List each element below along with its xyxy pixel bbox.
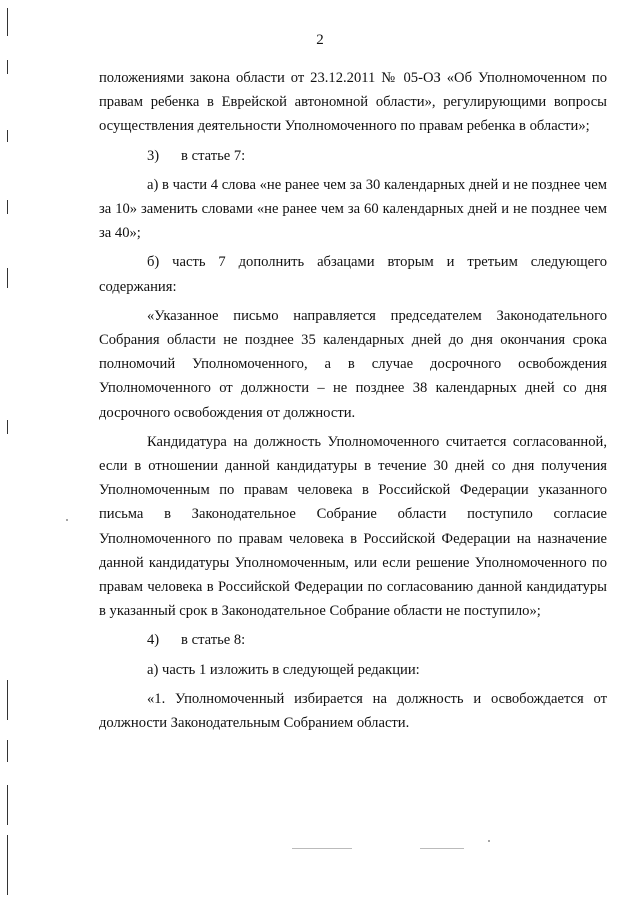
scan-margin-mark — [7, 200, 8, 214]
scan-margin-mark — [7, 268, 8, 288]
scan-margin-mark — [7, 680, 8, 720]
scan-margin-mark — [7, 740, 8, 762]
scan-bottom-line — [420, 848, 464, 849]
paragraph: а) часть 1 изложить в следующей редакции: — [147, 661, 420, 678]
scan-margin-mark — [7, 835, 8, 895]
paragraph: а) в части 4 слова «не ранее чем за 30 календарных дней и не позднее чем за 10» заменить словами «не ранее чем за 60 календарных дней и не позднее чем за 40»; — [99, 176, 607, 242]
paragraph: Кандидатура на должность Уполномоченного считается согласованной, если в отношении данной кандидатуры в течение 30 дней со дня получения Уполномоченным по правам человека в Российской Федерации указанного письма в Законодательное Собрание области поступило согласие Уполномоченного по правам человека в Российской Федерации на назначение данной кандидатуры Уполномоченным, или если решение Уполномоченного по правам человека в Российской Федерации по согласованию данной кандидатуры в указанный срок в Законодательное Собрание области не поступило»; — [99, 433, 607, 620]
page-number: 2 — [316, 32, 324, 48]
paragraph: положениями закона области от 23.12.2011 № 05-ОЗ «Об Уполномоченном по правам ребенка в Еврейской автономной области», регулирующими вопросы осуществления деятельности Уполномоченного по правам ребенка в области»; — [99, 70, 607, 135]
scan-speck — [66, 519, 68, 521]
document-body — [99, 66, 607, 735]
scan-margin-mark — [7, 130, 8, 142]
scan-margin-mark — [7, 420, 8, 434]
scan-speck — [488, 840, 490, 842]
scan-margin-mark — [7, 60, 8, 74]
list-item-heading: 3) в статье 7: — [147, 147, 246, 164]
list-item-heading: 4) в статье 8: — [147, 632, 246, 649]
scan-bottom-line — [292, 848, 352, 849]
paragraph: б) часть 7 дополнить абзацами вторым и третьим следующего содержания: — [99, 254, 607, 295]
quoted-paragraph: «1. Уполномоченный избирается на должность и освобождается от должности Законодательным Собранием области. — [99, 690, 607, 732]
quoted-paragraph: «Указанное письмо направляется председателем Законодательного Собрания области не позднее 35 календарных дней до дня окончания срока полномочий Уполномоченного, а в случае досрочного освобождения Уполномоченного от должности – не позднее 38 календарных дней со дня досрочного освобождения от должности. — [99, 307, 607, 421]
scan-margin-mark — [7, 785, 8, 825]
